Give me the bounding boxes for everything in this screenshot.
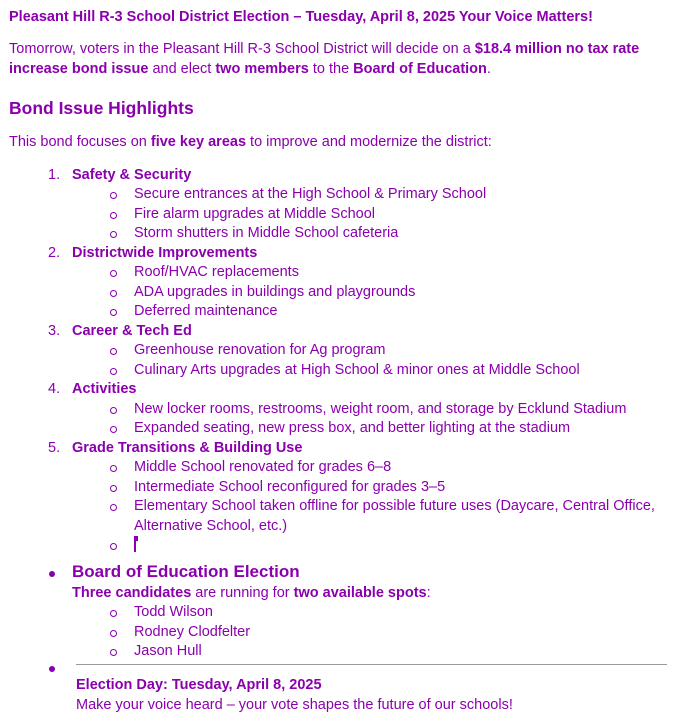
horizontal-rule [76,664,667,665]
list-item [9,497,673,536]
circle-bullet-icon [110,192,117,199]
circle-bullet-icon [110,610,117,617]
area-title: Career & Tech Ed [72,322,192,339]
intro-members: two members [215,60,309,77]
list-item [9,478,673,498]
board-description [72,583,673,603]
election-day-text: Election Day: Tuesday, April 8, 2025 [76,677,322,693]
candidate-name: Jason Hull [134,643,202,659]
list-item [9,603,673,623]
board-election-section [9,561,673,662]
list-item-text: Secure entrances at the High School & Primary School [134,186,487,203]
area-item [9,380,673,438]
intro-board: Board of Education [353,60,487,77]
list-item [9,185,673,205]
circle-bullet-icon [110,630,117,637]
area-sublist [72,341,673,380]
list-item [9,642,673,662]
text-cursor-icon [134,536,136,552]
list-item-text: Fire alarm upgrades at Middle School [134,205,375,222]
candidate-name: Todd Wilson [134,604,213,620]
intro-text-1: Tomorrow, voters in the Pleasant Hill R-3 School District will decide on a [9,41,475,57]
list-item-text: ADA upgrades in buildings and playgrounds [134,283,416,300]
area-title: Districtwide Improvements [72,244,258,261]
call-to-action: Make your voice heard – your vote shapes the future of our schools! [76,697,513,713]
area-number: 2. [48,244,61,261]
list-item-text: New locker rooms, restrooms, weight room, and storage by Ecklund Stadium [134,400,627,417]
list-item [9,205,673,225]
page-title: Pleasant Hill R-3 School District Election – Tuesday, April 8, 2025 Your Voice Matters! [9,9,593,25]
list-item-text: Storm shutters in Middle School cafeteria [134,225,399,242]
empty-list-item[interactable] [9,536,673,556]
circle-bullet-icon [110,309,117,316]
circle-bullet-icon [110,368,117,375]
list-item [9,224,673,244]
circle-bullet-icon [110,485,117,492]
board-heading: Board of Education Election [72,562,300,581]
bond-heading: Bond Issue Highlights [9,98,194,118]
candidate-list [9,603,673,662]
area-title: Grade Transitions & Building Use [72,439,303,456]
area-item [9,166,673,244]
circle-bullet-icon [110,649,117,656]
list-item-text: Intermediate School reconfigured for grades 3–5 [134,478,446,495]
board-desc-mid: are running for [191,585,294,601]
list-item-text: Culinary Arts upgrades at High School & minor ones at Middle School [134,361,580,378]
area-number: 3. [48,322,61,339]
list-item [9,283,673,303]
bond-areas-list [9,166,673,556]
area-number: 5. [48,439,61,456]
area-title: Safety & Security [72,167,192,183]
area-item [9,322,673,380]
list-item [9,400,673,420]
area-title: Activities [72,381,137,398]
list-item [9,623,673,643]
list-item [9,458,673,478]
list-item-text: Roof/HVAC replacements [134,264,299,281]
intro-text-4: . [486,60,491,77]
circle-bullet-icon [110,426,117,433]
intro-paragraph [9,40,673,79]
circle-bullet-icon [110,348,117,355]
intro-text-3: to the [308,60,354,77]
bullet-icon [49,666,55,672]
bullet-icon [49,571,55,577]
area-item [9,439,673,556]
board-desc-bold-2: two available spots [293,585,427,601]
circle-bullet-icon [110,270,117,277]
area-sublist [72,185,673,244]
list-item-text: Greenhouse renovation for Ag program [134,342,386,359]
board-desc-bold-1: Three candidates [72,585,192,601]
circle-bullet-icon [110,504,117,511]
area-number: 1. [48,167,61,183]
bond-focus-text [9,134,492,150]
intro-text-2: and elect [148,60,216,77]
focus-text-2: to improve and modernize the district: [246,134,492,150]
intro-bond-amount: $18.4 million no tax rate increase bond issue [9,41,640,77]
circle-bullet-icon [110,543,117,550]
circle-bullet-icon [110,212,117,219]
list-item [9,341,673,361]
focus-text-1: This bond focuses on [9,134,151,150]
circle-bullet-icon [110,407,117,414]
board-desc-end: : [426,585,431,601]
list-item [9,302,673,322]
list-item [9,263,673,283]
document-body[interactable] [9,7,673,713]
area-sublist [72,400,673,439]
list-item [9,419,673,439]
list-item-text: Elementary School taken offline for possible future uses (Daycare, Central Office, Alternative School, etc.) [134,498,655,534]
circle-bullet-icon [110,465,117,472]
list-item-text: Expanded seating, new press box, and better lighting at the stadium [134,420,571,437]
focus-bold: five key areas [150,134,247,150]
area-item [9,244,673,322]
area-sublist [72,458,673,556]
circle-bullet-icon [110,290,117,297]
list-item [9,361,673,381]
list-item-text: Middle School renovated for grades 6–8 [134,459,392,476]
candidate-name: Rodney Clodfelter [134,623,251,640]
list-item-text: Deferred maintenance [134,303,278,320]
area-number: 4. [48,381,61,398]
area-sublist [72,263,673,322]
circle-bullet-icon [110,231,117,238]
